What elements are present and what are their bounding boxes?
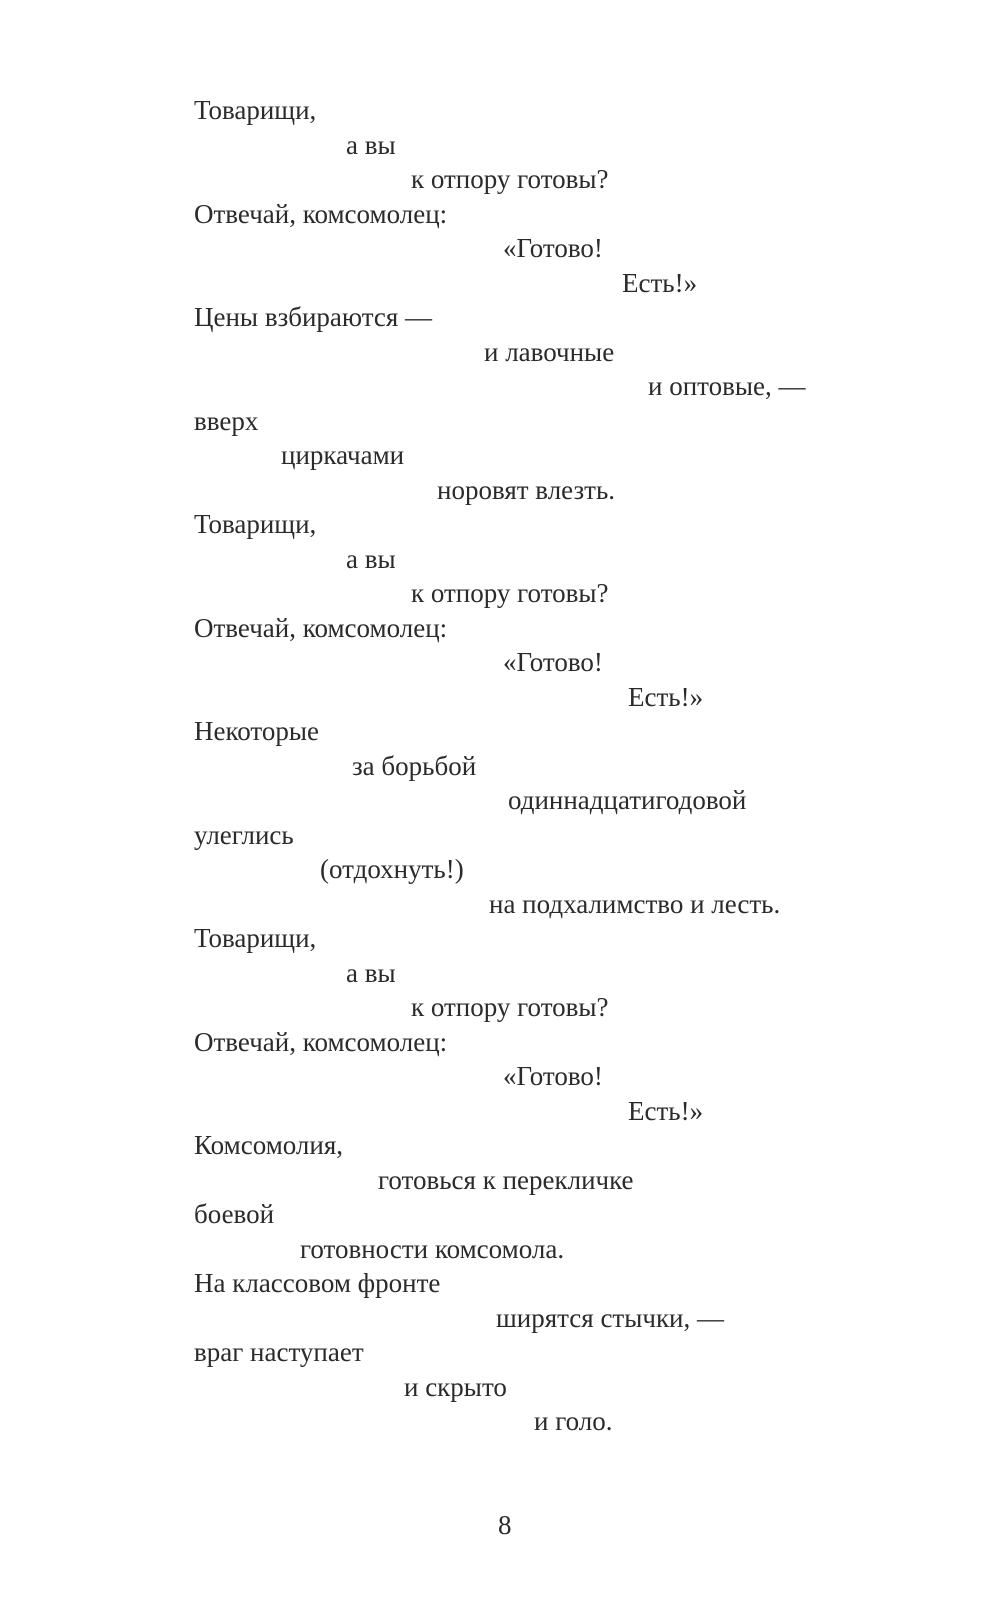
poem-line: к отпору готовы? [411,992,609,1022]
page-number: 8 [498,1510,512,1540]
poem-line: одиннадцатигодовой [508,785,747,815]
poem-line: Цены взбираются — [194,302,433,332]
poem-line: к отпору готовы? [411,578,609,608]
poem-line: на подхалимство и лесть. [489,889,781,919]
poem-line: Отвечай, комсомолец: [194,1027,448,1057]
poem-line: а вы [346,958,396,988]
poem-line: Отвечай, комсомолец: [194,199,448,229]
poem-line: готовься к перекличке [378,1165,634,1195]
poem-line: ширятся стычки, — [496,1303,725,1333]
poem-line: Товарищи, [194,509,317,539]
poem-line: Комсомолия, [194,1130,344,1160]
poem-line: На классовом фронте [194,1268,441,1298]
poem-line: Товарищи, [194,95,317,125]
poem-line: улеглись [194,820,294,850]
poem-line: «Готово! [503,233,603,263]
poem-line: циркачами [281,440,405,470]
poem-line: и скрыто [404,1372,507,1402]
poem-line: Есть!» [622,268,698,298]
poem-line: и голо. [534,1406,613,1436]
poem-line: за борьбой [352,751,477,781]
poem-line: боевой [194,1199,275,1229]
poem-line: «Готово! [503,647,603,677]
poem-line: а вы [346,544,396,574]
poem-line: готовности комсомола. [300,1234,565,1264]
poem-line: и лавочные [484,337,615,367]
poem-line: к отпору готовы? [411,164,609,194]
poem-line: «Готово! [503,1061,603,1091]
poem-line: Некоторые [194,716,319,746]
poem-line: (отдохнуть!) [320,854,464,884]
poem-line: и оптовые, — [648,371,806,401]
poem-line: враг наступает [194,1337,364,1367]
poem-line: норовят влезть. [437,475,616,505]
poem-line: а вы [346,130,396,160]
poem-line: Есть!» [628,1096,704,1126]
poem-line: Товарищи, [194,923,317,953]
poem-line: вверх [194,406,259,436]
poem-line: Отвечай, комсомолец: [194,613,448,643]
poem-line: Есть!» [628,682,704,712]
